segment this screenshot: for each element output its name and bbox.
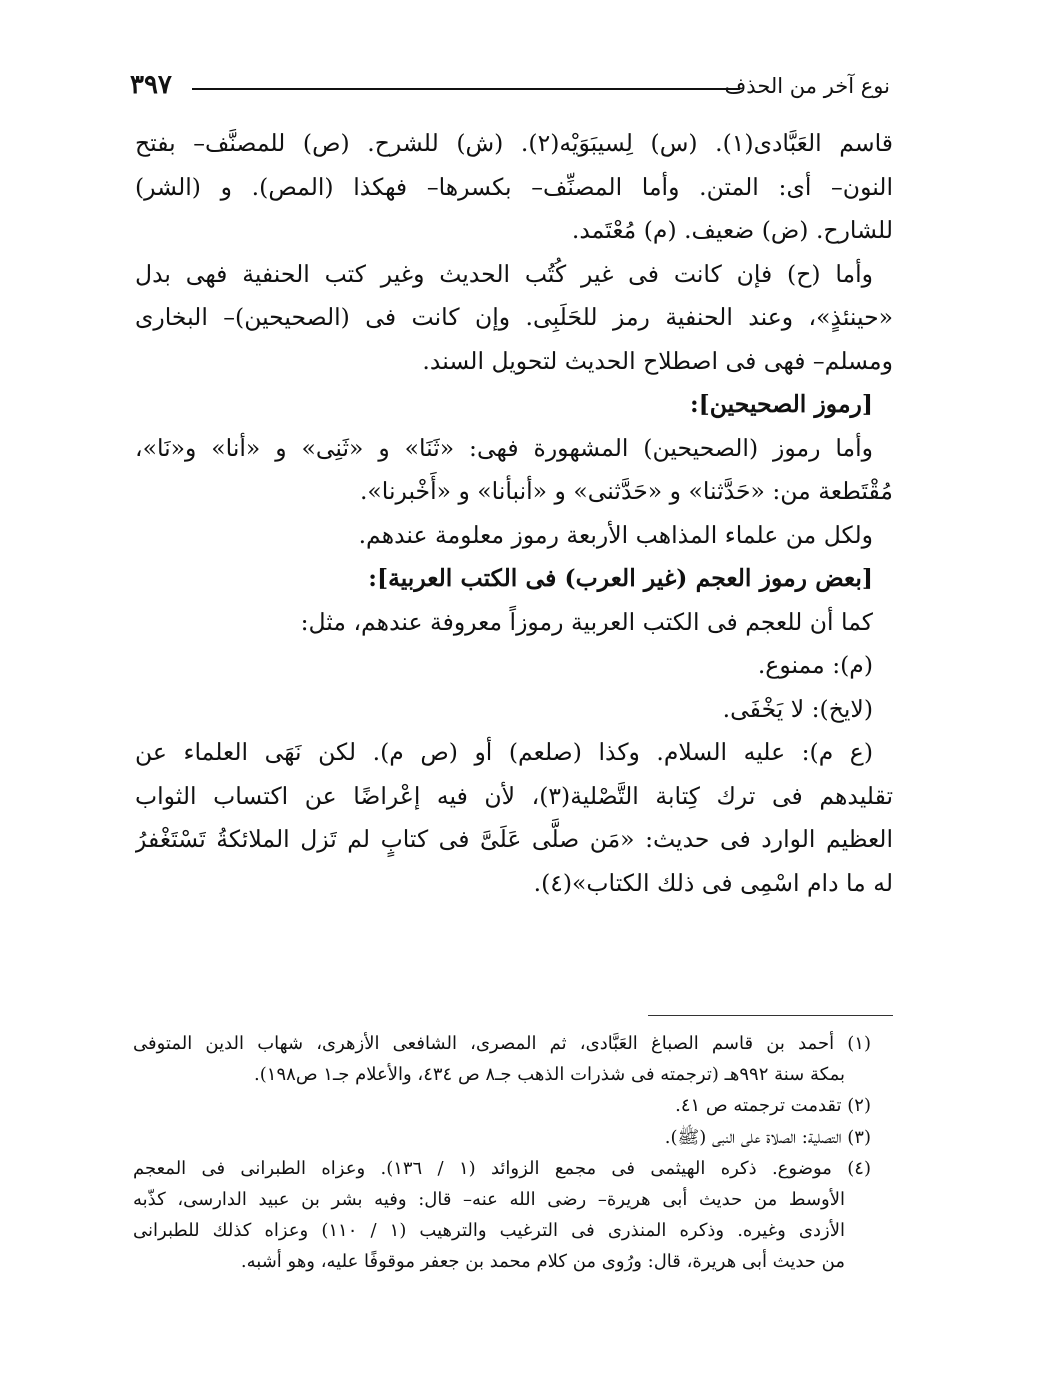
text-line: العظيم الوارد فى حديث: «مَن صلَّى عَلَىَّ فى كتابٍ لم تَزل الملائكةُ تَسْتَغْفرُ bbox=[135, 825, 893, 853]
text-line: النون– أى: المتن. وأما المصنِّف– بكسرها– فهكذا (المص). و (الشر) bbox=[135, 172, 893, 201]
text-line: (لايخ): لا يَخْفَى. bbox=[722, 694, 873, 723]
footnote-line: من حديث أبى هريرة، قال: ورُوى من كلام محمد بن جعفر موقوفًا عليه، وهو أشبه. bbox=[240, 1251, 845, 1273]
text-line: له ما دام اسْمِى فى ذلك الكتاب»(٤). bbox=[533, 868, 893, 897]
footnote-line: الأزدى وغيره. وذكره المنذرى فى الترغيب والترهيب (١ / ١١٠) وعزاه كذلك للطبرانى bbox=[133, 1220, 845, 1242]
section-heading: [رموز الصحيحين]: bbox=[690, 390, 873, 418]
footnote-line: بمكة سنة ٩٩٢هـ (ترجمته فى شذرات الذهب جـ٨ ص ٤٣٤، والأعلام جـ١ ص١٩٨). bbox=[254, 1064, 845, 1086]
footnote-line: (٤) موضوع. ذكره الهيثمى فى مجمع الزوائد (١ / ١٣٦). وعزاه الطبرانى فى المعجم bbox=[133, 1157, 871, 1179]
text-line: تقليدهم فى ترك كِتابة التَّصْلية(٣)، لأن فيه إعْراضًا عن اكتساب الثواب bbox=[135, 781, 893, 810]
footnote-line: الأوسط من حديث أبى هريرة– رضى الله عنه– قال: وفيه بشر بن عبيد الدارسى، كذّبه bbox=[133, 1188, 845, 1210]
text-line: (ع م): عليه السلام. وكذا (صلعم) أو (ص م). لكن نَهَى العلماء عن bbox=[135, 738, 873, 766]
page-header bbox=[130, 70, 890, 110]
running-title: نوع آخر من الحذف bbox=[724, 74, 890, 98]
text-line: قاسم العَبَّادى(١). (س) لِسيبَوَيْه(٢). (ش) للشرح. (ص) للمصنَّف– بفتح bbox=[135, 129, 893, 157]
text-line: ومسلم– فهى فى اصطلاح الحديث لتحويل السند. bbox=[422, 346, 893, 375]
footnote-line: (٢) تقدمت ترجمته ص ٤١. bbox=[675, 1095, 871, 1117]
text-line: «حينئذٍ»، وعند الحنفية رمز للحَلَبِى. وإن كانت فى (الصحيحين)– البخارى bbox=[135, 303, 893, 331]
text-line: وأما (ح) فإن كانت فى غير كُتُب الحديث وغير كتب الحنفية فهى بدل bbox=[135, 259, 873, 288]
text-line: (م): ممنوع. bbox=[757, 651, 873, 679]
footnote-separator bbox=[648, 1015, 893, 1016]
text-line: كما أن للعجم فى الكتب العربية رموزاً معروفة عندهم، مثل: bbox=[300, 607, 873, 636]
text-line: وأما رموز (الصحيحين) المشهورة فهى: «ثَنَا» و «ثَنِى» و «أنا» و«نَا»، bbox=[135, 433, 873, 462]
footnote-line: (٣) التصلية: الصلاة على النبى (ﷺ). bbox=[664, 1126, 871, 1148]
text-line: مُقْتَطعة من: «حَدَّثنا» و «حَدَّثنى» و «أنبأنا» و «أَخْبرنا». bbox=[359, 477, 893, 505]
header-rule bbox=[192, 88, 740, 90]
main-text bbox=[135, 122, 893, 905]
text-line: للشارح. (ض) ضعيف. (م) مُعْتَمد. bbox=[571, 216, 893, 244]
footnote-line: (١) أحمد بن قاسم الصباغ العَبَّادى، ثم المصرى، الشافعى الأزهرى، شهاب الدين المتوفى bbox=[133, 1033, 871, 1054]
page-number: ٣٩٧ bbox=[130, 70, 172, 100]
text-line: ولكل من علماء المذاهب الأربعة رموز معلومة عندهم. bbox=[358, 520, 873, 549]
footnotes bbox=[133, 1028, 871, 1278]
section-heading: [بعض رموز العجم (غير العرب) فى الكتب العربية]: bbox=[368, 564, 873, 592]
